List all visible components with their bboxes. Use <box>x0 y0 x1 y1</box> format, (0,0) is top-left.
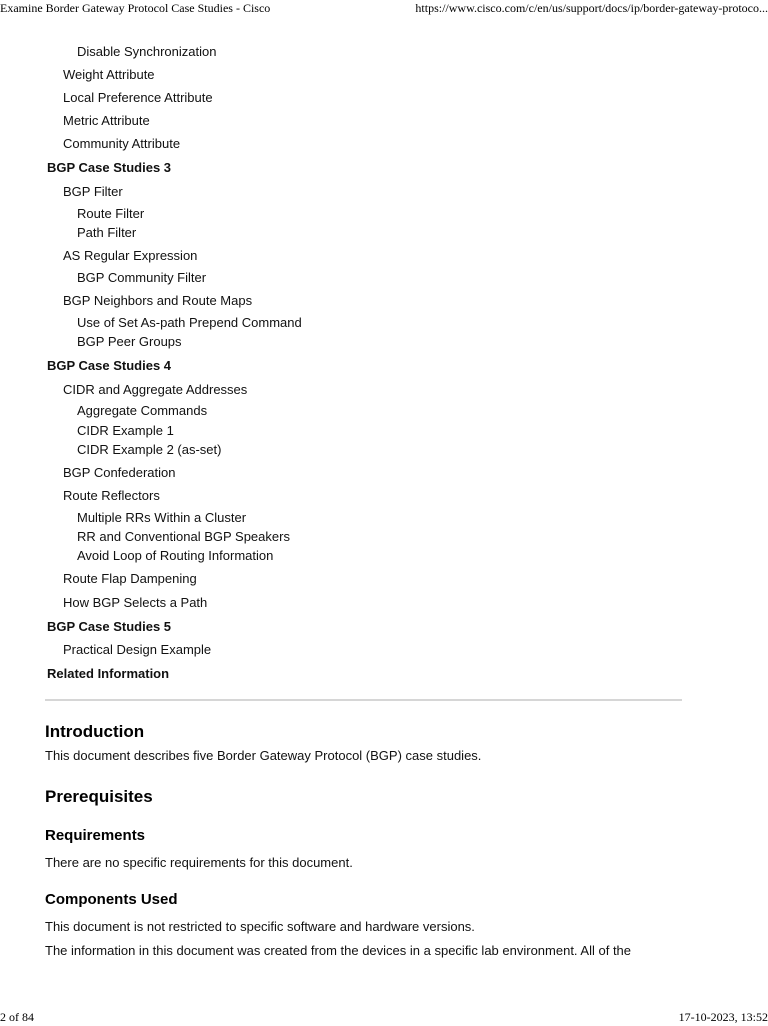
toc-link[interactable]: AS Regular Expression <box>63 248 198 263</box>
page-number: 2 of 84 <box>0 1010 34 1024</box>
toc-link[interactable]: CIDR Example 2 (as-set) <box>77 442 222 457</box>
toc-link[interactable]: Metric Attribute <box>63 113 150 128</box>
print-header-title: Examine Border Gateway Protocol Case Studies - Cisco <box>0 1 271 15</box>
toc-section-link[interactable]: Related Information <box>47 666 170 681</box>
toc-link[interactable]: CIDR and Aggregate Addresses <box>63 382 248 397</box>
toc-link[interactable]: Route Filter <box>77 206 145 221</box>
toc-link[interactable]: BGP Filter <box>63 184 123 199</box>
toc-link[interactable]: BGP Community Filter <box>77 270 207 285</box>
toc-link[interactable]: Avoid Loop of Routing Information <box>77 548 274 563</box>
toc-link[interactable]: Practical Design Example <box>63 642 212 657</box>
toc-link[interactable]: BGP Neighbors and Route Maps <box>63 293 253 308</box>
toc-section-link[interactable]: BGP Case Studies 3 <box>47 160 172 175</box>
requirements-text: There are no specific requirements for this document. <box>45 855 353 870</box>
print-header <box>0 1 768 17</box>
toc-link[interactable]: Disable Synchronization <box>77 44 217 59</box>
section-divider <box>45 699 682 701</box>
toc-section-link[interactable]: BGP Case Studies 4 <box>47 358 172 373</box>
toc-link[interactable]: CIDR Example 1 <box>77 423 174 438</box>
toc-link[interactable]: How BGP Selects a Path <box>63 595 208 610</box>
toc-link[interactable]: Aggregate Commands <box>77 403 208 418</box>
toc-link[interactable]: Local Preference Attribute <box>63 90 213 105</box>
toc-link[interactable]: Multiple RRs Within a Cluster <box>77 510 247 525</box>
print-datetime: 17-10-2023, 13:52 <box>678 1010 768 1024</box>
toc-link[interactable]: Path Filter <box>77 225 137 240</box>
prerequisites-heading: Prerequisites <box>45 787 153 806</box>
toc-link[interactable]: RR and Conventional BGP Speakers <box>77 529 290 544</box>
requirements-heading: Requirements <box>45 827 146 844</box>
toc-link[interactable]: Use of Set As-path Prepend Command <box>77 315 302 330</box>
print-header-url: https://www.cisco.com/c/en/us/support/docs/ip/border-gateway-protoco... <box>415 1 768 15</box>
components-used-text: This document is not restricted to specific software and hardware versions. <box>45 919 475 934</box>
toc-link[interactable]: Community Attribute <box>63 136 181 151</box>
introduction-text: This document describes five Border Gateway Protocol (BGP) case studies. <box>45 748 482 763</box>
toc-link[interactable]: BGP Confederation <box>63 465 176 480</box>
toc-link[interactable]: BGP Peer Groups <box>77 334 182 349</box>
toc-section-link[interactable]: BGP Case Studies 5 <box>47 619 172 634</box>
introduction-heading: Introduction <box>45 722 145 741</box>
toc-link[interactable]: Route Reflectors <box>63 488 160 503</box>
toc-link[interactable]: Route Flap Dampening <box>63 571 197 586</box>
components-used-heading: Components Used <box>45 891 178 908</box>
components-used-text-continued: The information in this document was created from the devices in a specific lab environment. All of the <box>45 943 632 958</box>
toc-link[interactable]: Weight Attribute <box>63 67 155 82</box>
